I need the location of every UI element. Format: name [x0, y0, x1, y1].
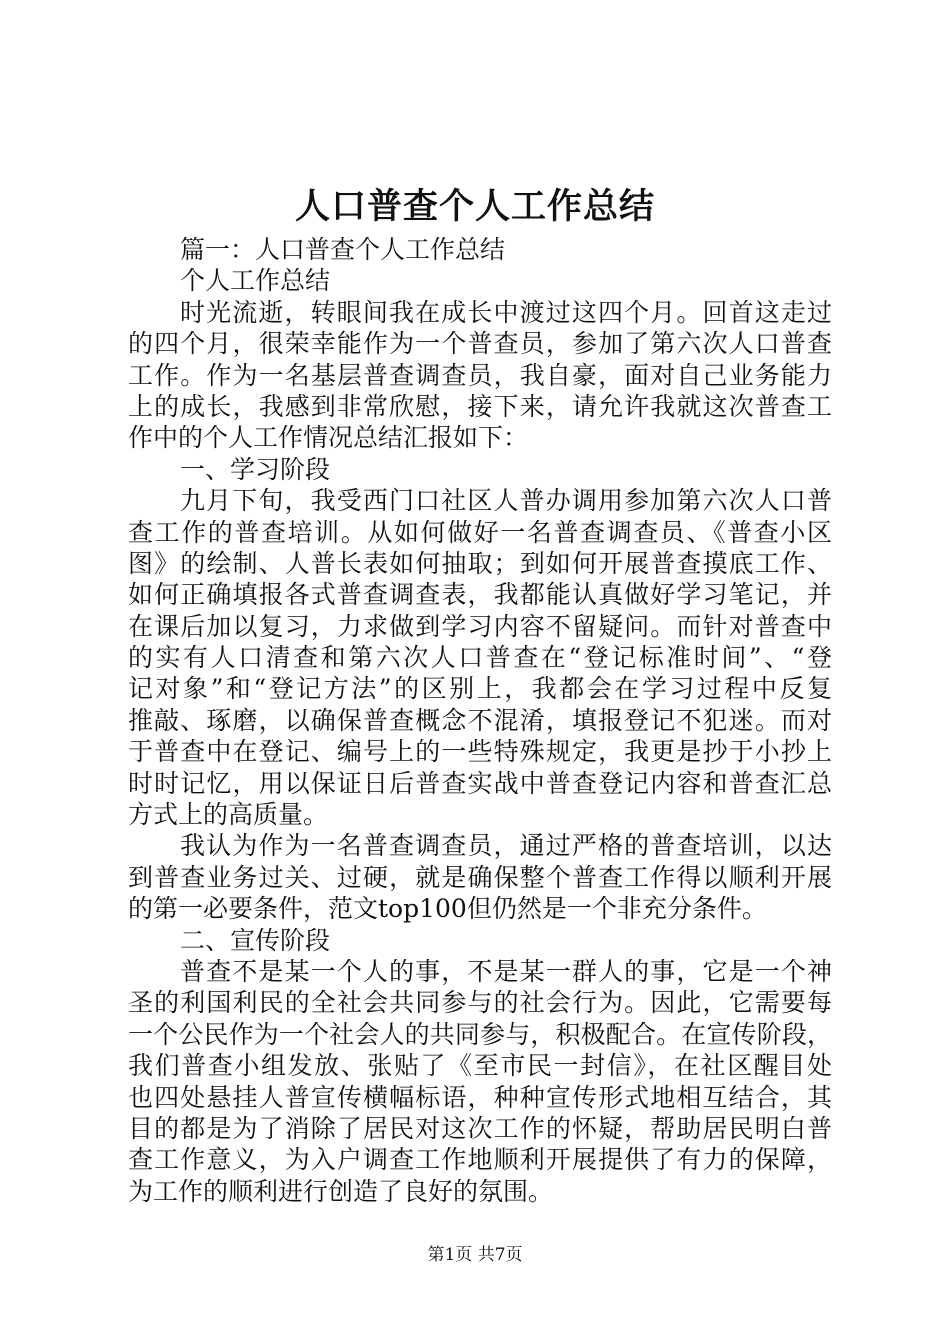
paragraph-line: 圣的利国利民的全社会共同参与的社会行为。因此，它需要每: [128, 988, 832, 1018]
paragraph-line: 为工作的顺利进行创造了良好的氛围。: [128, 1176, 554, 1206]
paragraph-line: 二、宣传阶段: [180, 925, 331, 955]
paragraph-line: 一、学习阶段: [180, 454, 331, 484]
paragraph-line: 普查不是某一个人的事，不是某一群人的事，它是一个神: [180, 956, 832, 986]
paragraph-line: 九月下旬，我受西门口社区人普办调用参加第六次人口普: [180, 486, 832, 516]
paragraph-line: 工作。作为一名基层普查调查员，我自豪，面对自己业务能力: [128, 360, 832, 390]
paragraph-line: 的四个月，很荣幸能作为一个普查员，参加了第六次人口普查: [128, 329, 832, 359]
paragraph-line: 篇一：人口普查个人工作总结: [180, 235, 506, 264]
paragraph-line: 作中的个人工作情况总结汇报如下：: [128, 423, 529, 453]
paragraph-line: 查工作的普查培训。从如何做好一名普查调查员、《普查小区: [128, 517, 832, 547]
paragraph-line: 方式上的高质量。: [128, 800, 329, 830]
page-footer: 第1页 共7页: [427, 1245, 523, 1265]
paragraph-line: 时时记忆，用以保证日后普查实战中普查登记内容和普查汇总: [128, 768, 832, 798]
paragraph-line: 推敲、琢磨，以确保普查概念不混淆，填报登记不犯迷。而对: [128, 705, 832, 735]
paragraph-line: 也四处悬挂人普宣传横幅标语，种种宣传形式地相互结合，其: [128, 1082, 832, 1112]
document-body: [128, 234, 832, 1207]
paragraph-line: 于普查中在登记、编号上的一些特殊规定，我更是抄于小抄上: [128, 737, 832, 767]
paragraph-line: 目的都是为了消除了居民对这次工作的怀疑，帮助居民明白普: [128, 1113, 832, 1143]
paragraph-line: 如何正确填报各式普查调查表，我都能认真做好学习笔记，并: [128, 580, 832, 610]
paragraph-line: 的第一必要条件，范文top100但仍然是一个非充分条件。: [128, 894, 767, 924]
paragraph-line: 一个公民作为一个社会人的共同参与，积极配合。在宣传阶段，: [128, 1019, 832, 1049]
paragraph-line: 我认为作为一名普查调查员，通过严格的普查培训，以达: [180, 831, 832, 861]
paragraph-line: 的实有人口清查和第六次人口普查在“登记标准时间”、“登: [128, 643, 832, 673]
paragraph-line: 到普查业务过关、过硬，就是确保整个普查工作得以顺利开展: [128, 862, 832, 892]
paragraph-line: 记对象”和“登记方法”的区别上，我都会在学习过程中反复: [128, 674, 832, 704]
paragraph-line: 图》的绘制、人普长表如何抽取；到如何开展普查摸底工作、: [128, 548, 832, 578]
paragraph-line: 我们普查小组发放、张贴了《至市民一封信》，在社区醒目处: [128, 1051, 832, 1081]
document-title: 人口普查个人工作总结: [294, 186, 655, 227]
paragraph-line: 个人工作总结: [180, 266, 331, 296]
paragraph-line: 时光流逝，转眼间我在成长中渡过这四个月。回首这走过: [180, 297, 832, 327]
paragraph-line: 在课后加以复习，力求做到学习内容不留疑问。而针对普查中: [128, 611, 832, 641]
paragraph-line: 上的成长，我感到非常欣慰，接下来，请允许我就这次普查工: [128, 391, 832, 421]
paragraph-line: 查工作意义，为入户调查工作地顺利开展提供了有力的保障，: [128, 1145, 832, 1175]
